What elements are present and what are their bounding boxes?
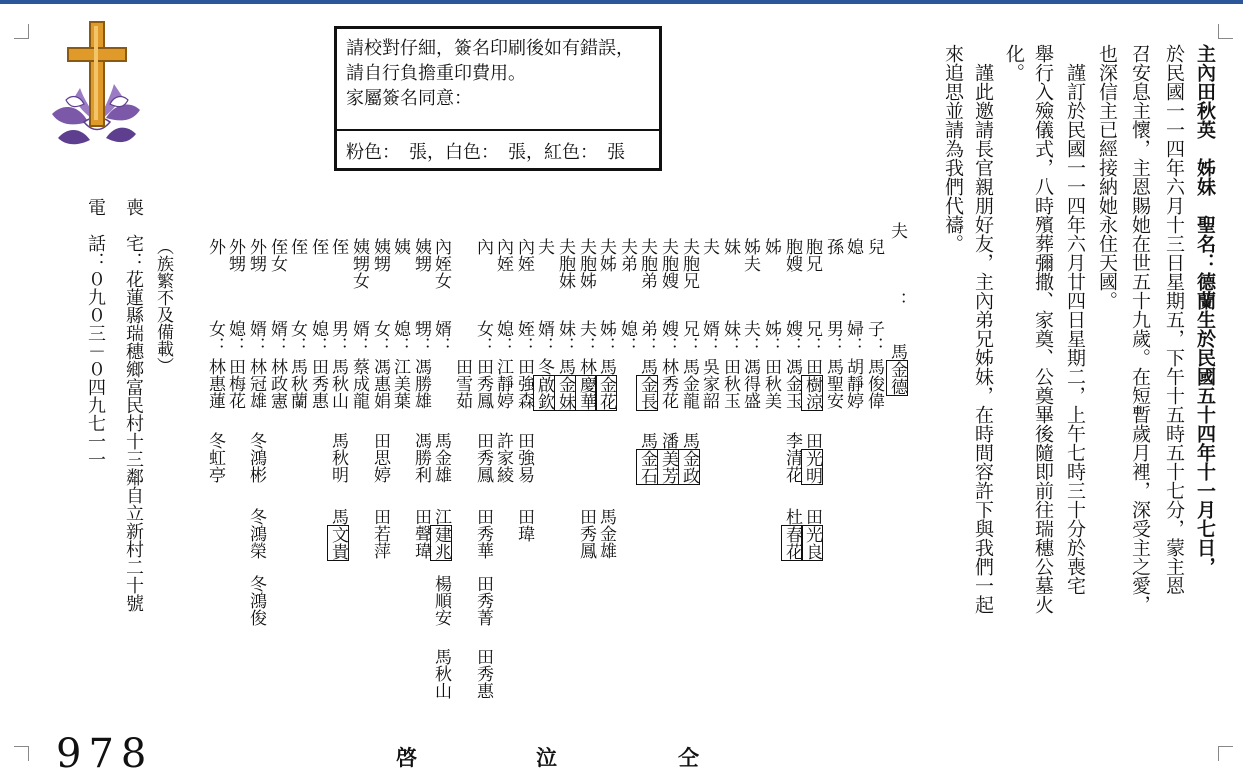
- role-label: 夫：: [740, 320, 760, 354]
- approval-line-1: 請校對仔細，簽名印刷後如有錯誤，: [346, 38, 634, 59]
- window-top-bar: [0, 0, 1243, 4]
- relation-label: 姊: [761, 238, 781, 255]
- relative-extra-name: 許家綾: [493, 432, 513, 483]
- relative-extra-name: 田秀惠: [473, 648, 493, 699]
- role-label: 姊：: [596, 320, 616, 354]
- husband-colon: ：: [887, 292, 907, 309]
- relation-label: 姨: [390, 238, 410, 255]
- crop-mark-top-left: [14, 24, 29, 39]
- role-label: 女：: [473, 320, 493, 354]
- role-label: 子：: [864, 320, 884, 354]
- relation-label: 外甥: [225, 238, 245, 272]
- role-label: 妹：: [720, 320, 740, 354]
- relation-label: 姨甥: [411, 238, 431, 272]
- relative-extra-name: 田強易: [514, 432, 534, 483]
- role-label: 兄：: [679, 320, 699, 354]
- relative-extra-name: 田聲瑋: [411, 508, 431, 559]
- relative-name-text: 林冠雄: [246, 358, 266, 409]
- extra-boxed-name: 文貴: [328, 526, 348, 560]
- relative-extra-name: 李清花: [782, 432, 802, 483]
- role-label: 媳：: [493, 320, 513, 354]
- relative-extra-name: 田秀鳳: [473, 432, 493, 483]
- relative-extra-name: 田思婷: [370, 432, 390, 483]
- crop-mark-bottom-left: [14, 746, 29, 761]
- obituary-line: 來追思並請為我們代禱。: [942, 44, 964, 253]
- relative-name-text: 田秀惠: [308, 358, 328, 409]
- husband-label: 夫: [887, 222, 907, 239]
- obituary-line: 謹訂於民國一一四年六月廿四日星期二，上午七時三十分於喪宅: [1064, 44, 1086, 595]
- relative-boxed-name: 金妹: [555, 376, 575, 410]
- crop-mark-top-right: [1218, 24, 1233, 39]
- relative-name-text: 馮金玉: [782, 358, 802, 409]
- relative-boxed-name: 慶華: [576, 376, 596, 410]
- relative-name-text: 江美葉: [390, 358, 410, 409]
- obituary-line: 化。: [1003, 44, 1025, 82]
- approval-line-3: 家屬簽名同意：: [346, 88, 472, 109]
- role-label: 男：: [328, 320, 348, 354]
- role-label: 姪：: [514, 320, 534, 354]
- relative-extra-name: 馬秋山: [431, 648, 451, 699]
- relative-extra-name: 田秀菁: [473, 575, 493, 626]
- extra-boxed-name: 光明: [802, 450, 822, 484]
- relative-extra-name: 田秀鳳: [576, 508, 596, 559]
- relative-name-text: 冬: [534, 358, 554, 375]
- extra-boxed-name: 春花: [782, 526, 802, 560]
- extra-boxed-name: 金石: [637, 450, 657, 484]
- role-label: 女：: [205, 320, 225, 354]
- relation-label: 夫: [534, 238, 554, 255]
- role-label: 夫：: [576, 320, 596, 354]
- residence-line: 喪 宅：花蓮縣瑞穗鄉富民村十三鄰自立新村二十號: [123, 198, 144, 612]
- role-label: 婿：: [534, 320, 554, 354]
- relation-label: 內姪女: [431, 238, 451, 289]
- relative-name-text: 田: [802, 358, 822, 375]
- role-label: 婿：: [699, 320, 719, 354]
- extra-boxed-name: 光良: [802, 526, 822, 560]
- role-label: 兄：: [802, 320, 822, 354]
- relative-name-text: 馮惠娟: [370, 358, 390, 409]
- extra-boxed-name: 建兆: [431, 526, 451, 560]
- relation-label: 夫胞妹: [555, 238, 575, 289]
- role-label: 媳：: [225, 320, 245, 354]
- relation-label: 孫: [823, 238, 843, 255]
- role-label: 男：: [823, 320, 843, 354]
- role-label: 女：: [370, 320, 390, 354]
- relative-extra-name: 田秀華: [473, 508, 493, 559]
- extra-name-prefix: 馬: [328, 508, 348, 525]
- relative-name-text: 馬聖安: [823, 358, 843, 409]
- relative-extra-name: 楊順安: [431, 575, 451, 626]
- extra-name-prefix: 馬: [637, 432, 657, 449]
- relative-extra-name: 馮勝利: [411, 432, 431, 483]
- relation-label: 侄女: [267, 238, 287, 272]
- relative-extra-name: 冬虹亭: [205, 432, 225, 483]
- relation-label: 外甥: [246, 238, 266, 272]
- relative-name-text: 田秀鳳: [473, 358, 493, 409]
- phone-line: 電 話：０九０三－０四九七一一: [85, 198, 106, 468]
- relative-boxed-name: 金花: [596, 376, 616, 410]
- relative-name-text: 馬秋山: [328, 358, 348, 409]
- relation-label: 夫胞嫂: [658, 238, 678, 289]
- relation-label: 夫胞弟: [637, 238, 657, 289]
- role-label: 婿：: [431, 320, 451, 354]
- obituary-name-line: 主內田秋英 姊妹 聖名：德蘭生於民國五十四年十一月七日，: [1194, 44, 1216, 576]
- relative-extra-name: 冬鴻俊: [246, 575, 266, 626]
- relation-label: 妹: [720, 238, 740, 255]
- relation-label: 侄: [287, 238, 307, 255]
- relative-name-text: 吳家韶: [699, 358, 719, 409]
- relation-label: 夫姊: [596, 238, 616, 272]
- relation-label: 媳: [843, 238, 863, 255]
- relative-extra-name: [326, 508, 351, 561]
- relation-label: 內姪: [514, 238, 534, 272]
- relation-label: 內姪: [493, 238, 513, 272]
- obituary-line: 召安息主懷，主恩賜她在世五十九歲。在短暫歲月裡，深受主之愛，: [1129, 44, 1151, 614]
- relative-name: [203, 358, 228, 409]
- husband-boxed-name: 金德: [887, 361, 907, 395]
- role-label: 婦：: [843, 320, 863, 354]
- relation-label: 姨甥: [370, 238, 390, 272]
- relative-name-text: 田秋美: [761, 358, 781, 409]
- extra-boxed-name: 金政: [679, 450, 699, 484]
- role-label: 嫂：: [782, 320, 802, 354]
- relation-label: 姊夫: [740, 238, 760, 272]
- role-label: 姊：: [761, 320, 781, 354]
- relation-label: 兒: [864, 238, 884, 255]
- relative-name-text: 馬秋蘭: [287, 358, 307, 409]
- signoff-qi-weep: 泣: [536, 745, 557, 770]
- role-label: 弟：: [637, 320, 657, 354]
- cross-with-lilies-icon: [44, 18, 150, 150]
- role-label: 婿：: [267, 320, 287, 354]
- role-label: 媳：: [308, 320, 328, 354]
- relative-name-text: 馬: [637, 358, 657, 375]
- extra-name-prefix: 杜: [782, 508, 802, 525]
- relative-name-text: 林: [576, 358, 596, 375]
- role-label: 甥：: [411, 320, 431, 354]
- relation-label: 侄: [308, 238, 328, 255]
- relative-extra-name: 田瑋: [514, 508, 534, 542]
- relative-extra-name: 冬鴻彬: [246, 432, 266, 483]
- relative-name-text: 馬俊偉: [864, 358, 884, 409]
- relative-extra-name: 馬金雄: [596, 508, 616, 559]
- relation-label: 胞嫂: [782, 238, 802, 272]
- relative-extra-name: 冬鴻榮: [246, 508, 266, 559]
- crop-mark-bottom-right: [1218, 746, 1233, 761]
- role-label: 媳：: [390, 320, 410, 354]
- extra-name-prefix: 潘: [658, 432, 678, 449]
- extra-name-prefix: 馬: [679, 432, 699, 449]
- role-label: 媳：: [617, 320, 637, 354]
- relative-name-text: 江靜婷: [493, 358, 513, 409]
- husband-surname: 馬: [887, 343, 907, 360]
- role-label: 嫂：: [658, 320, 678, 354]
- relative-name-text: 蔡成龍: [349, 358, 369, 409]
- extra-name-prefix: 田: [802, 432, 822, 449]
- approval-box: [334, 26, 662, 171]
- relation-label: 胞兄: [802, 238, 822, 272]
- relative-boxed-name: 樹涼: [802, 376, 822, 410]
- role-label: 妹：: [555, 320, 575, 354]
- relation-label: 姨甥女: [349, 238, 369, 289]
- relative-name-text: 田秋玉: [720, 358, 740, 409]
- obituary-line: 於民國一一四年六月十三日星期五，下午十五時五十七分，蒙主恩: [1163, 44, 1185, 595]
- obituary-line: 舉行入殮儀式，八時殯葬彌撒、家奠、公奠畢後隨即前往瑞穗公墓火: [1032, 44, 1054, 614]
- approval-line-2: 請自行負擔重印費用。: [346, 63, 526, 84]
- role-label: 女：: [287, 320, 307, 354]
- relative-extra-name: 馬金雄: [431, 432, 451, 483]
- signoff-tong: 仝: [678, 745, 699, 770]
- relative-name-text: 田梅花: [225, 358, 245, 409]
- relation-label: 侄: [328, 238, 348, 255]
- obituary-line: 也深信主已經接納她永住天國。: [1096, 44, 1118, 310]
- relative-name-text: 馮勝雄: [411, 358, 431, 409]
- relative-name-text: 馬: [555, 358, 575, 375]
- relative-extra-name: 馬秋明: [328, 432, 348, 483]
- relation-label: 外: [205, 238, 225, 255]
- relation-label: 夫弟: [617, 238, 637, 272]
- relation-label: 夫胞姊: [576, 238, 596, 289]
- role-label: 婿：: [349, 320, 369, 354]
- relative-name-text: 林政憲: [267, 358, 287, 409]
- relative-name-text: 馬: [596, 358, 616, 375]
- relative-name-text: 馮得盛: [740, 358, 760, 409]
- relative-boxed-name: 金長: [637, 376, 657, 410]
- relative-name-text: 林惠蓮: [205, 358, 225, 409]
- relation-label: 內: [473, 238, 493, 255]
- relative-name-text: 馬金龍: [679, 358, 699, 409]
- approval-instructions: [337, 29, 659, 131]
- relative-extra-name: [780, 508, 805, 561]
- relative-name-text: 田強森: [514, 358, 534, 409]
- role-label: 婿：: [246, 320, 266, 354]
- relative-extra-name: [635, 432, 660, 485]
- clan-note: （族繁不及備載）: [153, 238, 173, 374]
- relative-name-text: 田雪茹: [452, 358, 472, 409]
- relative-boxed-name: 啟欽: [534, 376, 554, 410]
- husband-name: [885, 343, 910, 396]
- relative-name: [635, 358, 660, 411]
- page-number: 978: [56, 731, 154, 777]
- signoff-qi: 啓: [396, 745, 417, 770]
- relation-label: 夫: [699, 238, 719, 255]
- relation-label: 夫胞兄: [679, 238, 699, 289]
- extra-boxed-name: 美芳: [658, 450, 678, 484]
- extra-name-prefix: 江: [431, 508, 451, 525]
- obituary-line: 謹此邀請長官親朋好友，主內弟兄姊妹，在時間容許下與我們一起: [972, 44, 994, 614]
- relative-name-text: 林秀花: [658, 358, 678, 409]
- relative-extra-name: 田若萍: [370, 508, 390, 559]
- paper-count-line: 粉色： 張，白色： 張，紅色： 張: [346, 141, 625, 163]
- relative-name-text: 胡靜婷: [843, 358, 863, 409]
- relative-name: [450, 358, 475, 409]
- extra-name-prefix: 田: [802, 508, 822, 525]
